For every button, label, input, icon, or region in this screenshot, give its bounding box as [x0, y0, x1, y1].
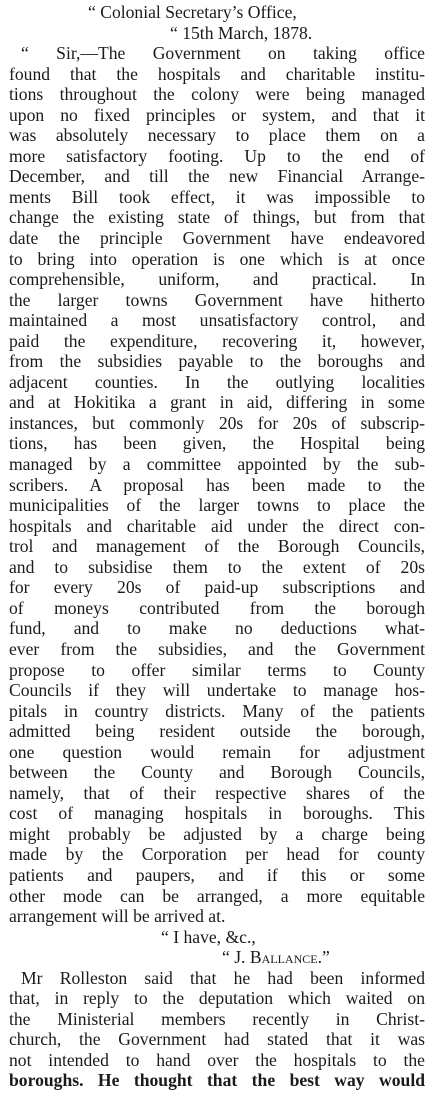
text-line: church, the Government had stated that it was: [9, 1029, 425, 1050]
text-line: to bring into operation is one which is at once: [9, 248, 425, 269]
text-line: tions, has been given, the Hospital being: [9, 433, 425, 454]
text-line: “ Sir,—The Government on taking office: [21, 43, 425, 64]
text-line: Councils if they will undertake to manage hos-: [9, 680, 425, 701]
text-line: that, in reply to the deputation which waited on: [9, 988, 425, 1009]
text-line: scribers. A proposal has been made to the: [9, 474, 425, 495]
text-line: namely, that of their respective shares of the: [9, 782, 425, 803]
text-line: instances, but commonly 20s for 20s of subscrip-: [9, 412, 425, 433]
text-line: “ J. Ballance.”: [222, 947, 330, 968]
text-line: propose to offer similar terms to County: [9, 659, 425, 680]
text-line: hospitals and charitable aid under the direct con-: [9, 515, 425, 536]
text-line: more satisfactory footing. Up to the end of: [9, 145, 425, 166]
text-line: upon no fixed principles or system, and that it: [9, 104, 425, 125]
text-line: December, and till the new Financial Arrange-: [9, 166, 425, 187]
text-line: other mode can be arranged, a more equitable: [9, 885, 425, 906]
text-line: boroughs. He thought that the best way would: [9, 1070, 425, 1091]
text-line: arrangement will be arrived at.: [9, 906, 226, 927]
text-line: for every 20s of paid-up subscriptions and: [9, 577, 425, 598]
text-line: change the existing state of things, but from that: [9, 207, 425, 228]
text-line: from the subsidies payable to the boroughs and: [9, 351, 425, 372]
text-line: not intended to hand over the hospitals to the: [9, 1049, 425, 1070]
text-line: trol and management of the Borough Councils,: [9, 536, 425, 557]
text-line: comprehensible, uniform, and practical. In: [9, 269, 425, 290]
text-line: managed by a committee appointed by the sub-: [9, 454, 425, 475]
newspaper-column: [9, 2, 425, 1091]
text-line: was absolutely necessary to place them on a: [9, 125, 425, 146]
text-line: the larger towns Government have hitherto: [9, 289, 425, 310]
text-line: maintained a most unsatisfactory control, and: [9, 310, 425, 331]
text-line: paid the expenditure, recovering it, however,: [9, 330, 425, 351]
text-line: might probably be adjusted by a charge being: [9, 823, 425, 844]
text-line: “ 15th March, 1878.: [170, 22, 313, 43]
text-line: Mr Rolleston said that he had been informed: [21, 967, 425, 988]
text-line: pitals in country districts. Many of the patients: [9, 700, 425, 721]
text-line: municipalities of the larger towns to place the: [9, 495, 425, 516]
text-line: and to subsidise them to the extent of 20s: [9, 556, 425, 577]
text-line: between the County and Borough Councils,: [9, 762, 425, 783]
text-line: admitted being resident outside the borough,: [9, 721, 425, 742]
text-line: adjacent counties. In the outlying localities: [9, 371, 425, 392]
text-line: patients and paupers, and if this or some: [9, 864, 425, 885]
text-line: “ Colonial Secretary’s Office,: [88, 2, 297, 22]
text-line: cost of managing hospitals in boroughs. This: [9, 803, 425, 824]
text-line: found that the hospitals and charitable institu-: [9, 63, 425, 84]
text-line: of moneys contributed from the borough: [9, 597, 425, 618]
text-line: one question would remain for adjustment: [9, 741, 425, 762]
text-line: date the principle Government have endeavored: [9, 228, 425, 249]
text-line: fund, and to make no deductions what-: [9, 618, 425, 639]
text-line: the Ministerial members recently in Christ-: [9, 1008, 425, 1029]
text-line: ments Bill took effect, it was impossible to: [9, 186, 425, 207]
text-line: “ I have, &c.,: [161, 926, 256, 947]
text-line: ever from the subsidies, and the Government: [9, 638, 425, 659]
text-line: tions throughout the colony were being managed: [9, 84, 425, 105]
text-line: and at Hokitika a grant in aid, differing in some: [9, 392, 425, 413]
text-line: made by the Corporation per head for county: [9, 844, 425, 865]
